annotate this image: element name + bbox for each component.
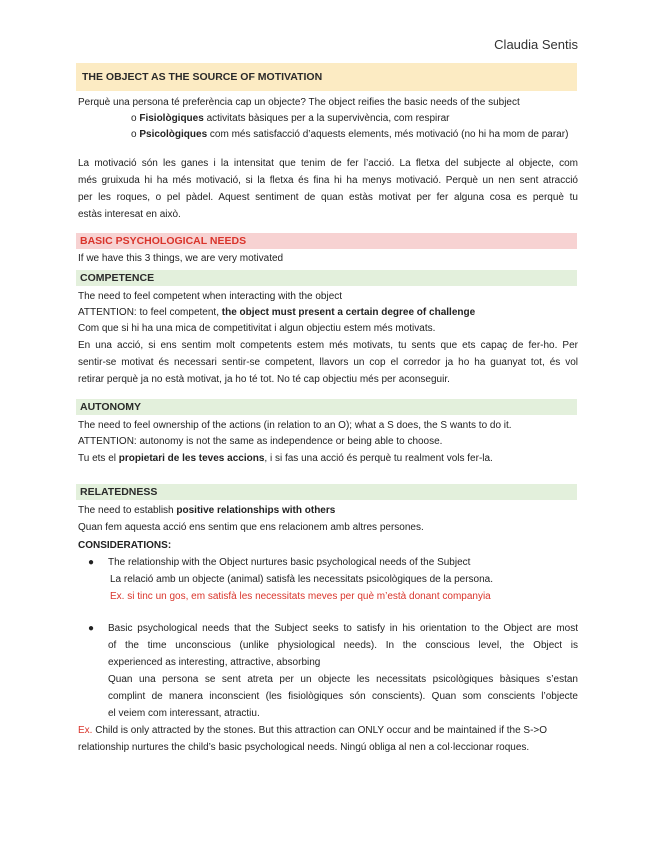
bullet-2-catalan-line: el veiem com interessant, atractiu. [108, 708, 260, 719]
autonomy-line: ATTENTION: autonomy is not the same as independence or being able to choose. [78, 436, 443, 447]
intro-line: Perquè una persona té preferència cap un objecte? The object reifies the basic needs of the subject [78, 97, 520, 108]
relatedness-emphasis: positive relationships with others [176, 505, 336, 516]
sub-marker: o [131, 113, 137, 124]
relatedness-heading: RELATEDNESS [76, 484, 577, 500]
bullet-1-line: La relació amb un objecte (animal) satisfà les necessitats psicològiques de la persona. [110, 574, 493, 585]
basic-needs-text: If we have this 3 things, we are very motivated [78, 253, 284, 264]
relatedness-line [78, 504, 335, 517]
bullet-2-line: Basic psychological needs that the Subject seeks to satisfy in his orientation to the Object are most [108, 623, 578, 634]
bullet-2-catalan-line: complint de manera inconscient (les fisiològiques són conscients). Quan som conscients l’objecte [108, 691, 578, 702]
sub-item-text: activitats bàsiques per a la supervivència, com respirar [203, 113, 450, 124]
competence-line: Com que si hi ha una mica de competitivitat i algun objectiu estem més motivats. [78, 323, 436, 334]
bullet-1-example [110, 590, 491, 603]
basic-needs-heading: BASIC PSYCHOLOGICAL NEEDS [76, 233, 577, 249]
example-2-line: relationship nurtures the child’s basic psychological needs. Ningú obliga al nen a col·leccionar roques. [78, 742, 530, 753]
competence-paragraph-line: En una acció, si ens sentim molt competents estem més motivats, tu sents que ets capaç de fer-ho. Per [78, 340, 578, 351]
paragraph-line: més gruixuda hi ha més motivació, si la fletxa és fina hi ha menys motivació. Perquè un nen sent atracció [78, 175, 578, 186]
competence-paragraph-line: retirar perquè ja no està motivat, ja ho té tot. No té cap objectiu més per aconseguir. [78, 374, 450, 385]
bullet-1-line: The relationship with the Object nurtures basic psychological needs of the Subject [108, 557, 471, 568]
example-label: Ex. [110, 591, 125, 602]
example-text: si tinc un gos, em satisfà les necessitats meves per què m’està donant companyia [124, 591, 491, 602]
sub-item-bold: Fisiològiques [139, 113, 204, 124]
bullet-2-line: experienced as interesting, attractive, absorbing [108, 657, 321, 668]
autonomy-emphasis: propietari de les teves accions [118, 453, 265, 464]
relatedness-text: The need to establish [78, 505, 177, 516]
example-text: Child is only attracted by the stones. But this attraction can ONLY occur and be maintained if the S->O [92, 725, 548, 736]
autonomy-text: , i si fas una acció és perquè tu realment vols fer-la. [264, 453, 493, 464]
paragraph-line: La motivació són les ganes i la intensitat que tenim de fer l’acció. La fletxa del subjecte al objecte, com [78, 158, 578, 169]
autonomy-heading: AUTONOMY [76, 399, 577, 415]
author-name: Claudia Sentis [494, 37, 578, 52]
section-title: THE OBJECT AS THE SOURCE OF MOTIVATION [76, 63, 577, 91]
relatedness-line: Quan fem aquesta acció ens sentim que ens relacionem amb altres persones. [78, 522, 424, 533]
autonomy-text: Tu ets el [78, 453, 119, 464]
considerations-heading: CONSIDERATIONS: [78, 540, 172, 551]
bullet-icon: ● [88, 623, 95, 634]
competence-paragraph-line: sentir-se motivat és necessari sentir-se competent, llavors un cop el corredor ja ho ha guanyat tot, és vol [78, 357, 578, 368]
sub-marker: o [131, 129, 137, 140]
bullet-2-line: of the time unconscious (unlike physiological needs). In the conscious level, the Object is [108, 640, 578, 651]
paragraph-line: estàs interesat en això. [78, 209, 181, 220]
competence-attention [78, 306, 475, 319]
example-label: Ex. [78, 725, 93, 736]
competence-heading: COMPETENCE [76, 270, 577, 286]
autonomy-line: The need to feel ownership of the actions (in relation to an O); what a S does, the S wants to do it. [78, 420, 512, 431]
bullet-icon: ● [88, 557, 95, 568]
paragraph-line: per les roques, o pel pàdel. Aquest sentiment de quan estàs motivat per fer alguna cosa es perquè tu [78, 192, 578, 203]
competence-line: The need to feel competent when interacting with the object [78, 291, 343, 302]
bullet-2-catalan-line: Quan una persona se sent atreta per un objecte les necessitats psicològiques bàsiques s’estan [108, 674, 578, 685]
autonomy-line [78, 452, 493, 465]
sub-item-text: com més satisfacció d’aquests elements, més motivació (no hi ha mom de parar) [207, 129, 569, 140]
sub-item-psychological [131, 128, 568, 141]
sub-item-bold: Psicològiques [139, 129, 208, 140]
attention-text: ATTENTION: to feel competent, [78, 307, 222, 318]
example-2-line [78, 724, 547, 737]
attention-emphasis: the object must present a certain degree of challenge [221, 307, 476, 318]
sub-item-physiological [131, 112, 449, 125]
